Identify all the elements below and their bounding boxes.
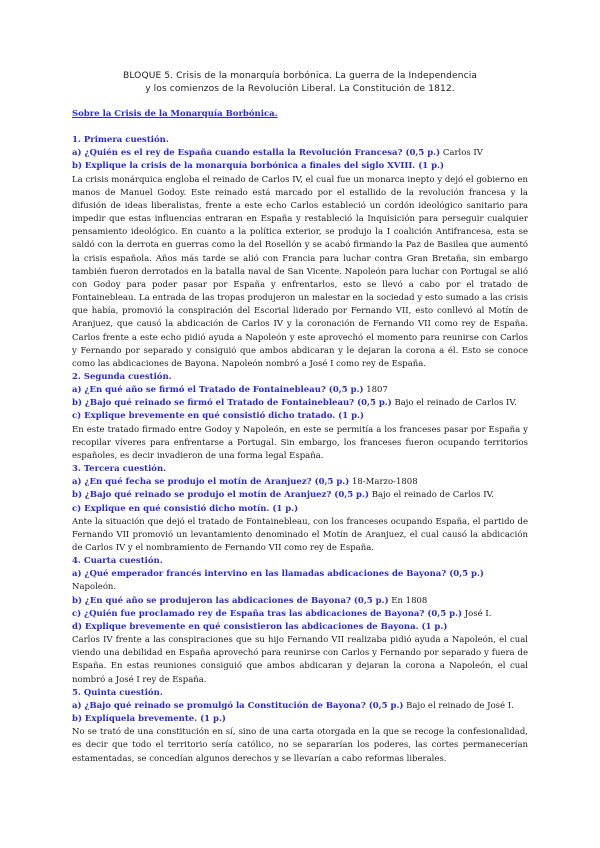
question-text: b) Explíquela brevemente. (1 p.) [72, 714, 226, 725]
question-text: a) ¿Qué emperador francés intervino en las llamadas abdicaciones de Bayona? (0,5 p.) [72, 569, 484, 580]
answer-paragraph: No se trató de una constitución en sí, sino de una carta otorgada en la que se recoge la confesionalidad, es decir que todo el territorio sería católico, no se separarían los poderes, las cortes permanecerían estamentadas, se concedían algunos derechos y se llevarían a cabo reformas liberales. [72, 727, 528, 764]
question-line [72, 384, 528, 397]
block-title: 3. Tercera cuestión. [72, 464, 167, 475]
question-text: a) ¿En qué fecha se produjo el motín de Aranjuez? (0,5 p.) [72, 477, 350, 488]
question-block-1 [72, 134, 528, 371]
question-text: b) ¿Bajo qué reinado se produjo el motín de Aranjuez? (0,5 p.) [72, 490, 369, 501]
question-line [72, 476, 528, 489]
answer-text: 1807 [363, 385, 388, 396]
question-text: d) Explique brevemente en qué consistieron las abdicaciones de Bayona. (1 p.) [72, 621, 448, 632]
question-line [72, 713, 528, 726]
question-line [72, 503, 528, 516]
question-text: c) Explique brevemente en qué consistió dicho tratado. (1 p.) [72, 411, 364, 422]
answer-text: Bajo el reinado de José I. [403, 700, 514, 711]
question-text: a) ¿Quién es el rey de España cuando estalla la Revolución Francesa? (0,5 p.) [72, 148, 441, 159]
question-line [72, 700, 528, 713]
question-line [72, 160, 528, 173]
document-content [72, 108, 528, 766]
question-line [72, 621, 528, 634]
block-title: 4. Cuarta cuestión. [72, 556, 163, 567]
question-line [72, 147, 528, 160]
answer-text: Carlos IV [440, 148, 483, 159]
document-title [60, 70, 540, 96]
question-block-2 [72, 371, 528, 463]
question-text: b) Explique la crisis de la monarquía borbónica a finales del siglo XVIII. (1 p.) [72, 161, 445, 172]
question-block-4 [72, 555, 528, 687]
answer-text: Bajo el reinado de Carlos IV. [369, 490, 494, 501]
answer-text: 18-Marzo-1808 [349, 477, 418, 488]
question-block-5 [72, 687, 528, 766]
block-title: 5. Quinta cuestión. [72, 687, 163, 698]
question-line [72, 595, 528, 608]
answer-paragraph: Carlos IV frente a las conspiraciones que su hijo Fernando VII realizaba pidió ayuda a Napoleón, el cual viendo una debilidad en España aprovechó para reunirse con Carlos y Fernando por separado y fuera de España. En estas reuniones consiguió que ambos abdicaran y dejaran la corona a Napoleón, el cual nombró a José I rey de España. [72, 635, 528, 685]
answer-text: Bajo el reinado de Carlos IV. [391, 398, 517, 409]
answer-text: En 1808 [388, 595, 428, 606]
answer-paragraph: Ante la situación que dejó el tratado de Fontainebleau, con los franceses ocupando España, el partido de Fernando VII promovió un levantamiento denominado el Motín de Aranjuez, el cual causó la abdicación de Carlos IV y el nombramiento de Fernando VII como rey de España. [72, 516, 528, 553]
title-line-2: y los comienzos de la Revolución Liberal. La Constitución de 1812. [145, 84, 455, 94]
section-heading: Sobre la Crisis de la Monarquía Borbónica. [72, 109, 278, 119]
question-text: a) ¿En qué año se firmó el Tratado de Fontainebleau? (0,5 p.) [72, 385, 364, 396]
title-line-1: BLOQUE 5. Crisis de la monarquía borbónica. La guerra de la Independencia [123, 71, 477, 81]
block-title: 1. Primera cuestión. [72, 135, 169, 146]
answer-paragraph: La crisis monárquica engloba el reinado de Carlos IV, el cual fue un monarca inepto y dejó el gobierno en manos de Manuel Godoy. Este reinado está marcado por el estallido de la revolución francesa y la difusión de ideas liberalistas, frente a este echo Carlos estableció un cordón ideológico sanitario para impedir que estas influencias entraran en España y restableció la Inquisición para perseguir cualquier pensamiento ideológico. En cuanto a la política exterior, se produjo la I coalición Antifrancesa, esta se saldó con la derrota en guerras como la del Rosellón y se acabó firmando la Paz de Basilea que aumentó la crisis española. Años más tarde se alió con Francia para luchar contra Gran Bretaña, sin embargo también fueron derrotados en la batalla naval de San Vicente. Napoleón para luchar con Portugal se alió con Godoy para poder pasar por España y enfrentarlos, esto se llevó a cabo por el tratado de Fontainebleau. La entrada de las tropas produjeron un malestar en la sociedad y esto sumado a las crisis que había, promovió la conspiración del Escorial liderado por Fernando VII, esto conllevó al Motín de Aranjuez, que causó la abdicación de Carlos IV y la coronación de Fernando VII como rey de España. Carlos frente a este echo pidió ayuda a Napoleón y este aprovechó el momento para reunirse con Carlos y Fernando por separado y consiguió que ambos abdicaran y le dejaran la corona a él. Esto se conoce como las abdicaciones de Bayona. Napoleón nombró a José I como rey de España. [72, 174, 528, 369]
question-line [72, 608, 528, 621]
question-line [72, 397, 528, 410]
question-text: c) ¿Quién fue proclamado rey de España tras las abdicaciones de Bayona? (0,5 p.) [72, 608, 463, 619]
answer-paragraph: En este tratado firmado entre Godoy y Napoleón, en este se permitía a los franceses pasar por España y recopilar víveres para enfrentarse a Portugal. Sin embargo, los franceses fueron ocupando territorios españoles, es decir invadieron de una forma legal España. [72, 424, 528, 461]
question-line [72, 568, 528, 594]
question-text: c) Explique en qué consistió dicho motín. (1 p.) [72, 503, 299, 514]
question-text: b) ¿Bajo qué reinado se firmó el Tratado de Fontainebleau? (0,5 p.) [72, 398, 392, 409]
question-text: b) ¿En qué año se produjeron las abdicaciones de Bayona? (0,5 p.) [72, 595, 389, 606]
block-title: 2. Segunda cuestión. [72, 371, 172, 382]
question-block-3 [72, 463, 528, 555]
question-line [72, 410, 528, 423]
answer-text: José I. [462, 608, 492, 619]
question-line [72, 489, 528, 502]
answer-text: Napoleón. [72, 582, 117, 593]
question-text: a) ¿Bajo qué reinado se promulgó la Constitución de Bayona? (0,5 p.) [72, 700, 404, 711]
